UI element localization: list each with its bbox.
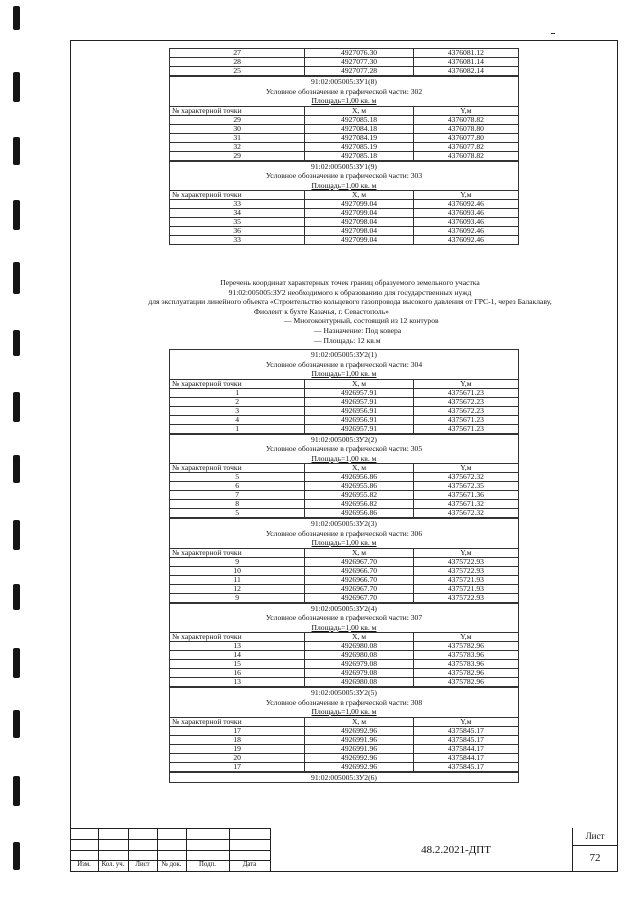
point-number-cell: 3: [170, 406, 305, 415]
parcel-block-header: [169, 687, 519, 717]
parcel-intro: [130, 278, 570, 345]
area-line: [170, 454, 518, 464]
x-coordinate-cell: 4927099.04: [305, 236, 414, 245]
y-coordinate-cell: 4375672.23: [413, 397, 518, 406]
x-coordinate-cell: 4927077.30: [305, 58, 414, 67]
x-coordinate-cell: 4927085.18: [305, 151, 414, 160]
binding-hole: [13, 72, 20, 102]
point-number-cell: 8: [170, 500, 305, 509]
x-coordinate-cell: 4926955.82: [305, 491, 414, 500]
coordinates-table: [169, 106, 519, 161]
coordinates-sheet-upper: [169, 48, 519, 245]
header-x: X, м: [305, 464, 414, 473]
parcel-id: 91:02:005005:ЗУ2(2): [311, 434, 377, 444]
table-row: [170, 227, 519, 236]
parcel-block-header: [169, 76, 519, 106]
y-coordinate-cell: 4376078.82: [413, 115, 518, 124]
intro-line-3: для эксплуатации линейного объекта «Строительство кольцевого газопровода высокого давления от ГРС-1, через Балаклаву,: [148, 297, 552, 307]
binding-hole: [13, 776, 20, 806]
binding-hole: [13, 842, 20, 870]
table-row: [170, 388, 519, 397]
y-coordinate-cell: 4376092.46: [413, 200, 518, 209]
binding-hole: [13, 520, 20, 550]
symbol-caption: Условное обозначение в графической части: 302: [265, 86, 423, 96]
binding-marks: [6, 0, 26, 905]
y-coordinate-cell: 4375671.23: [413, 415, 518, 424]
y-coordinate-cell: 4376092.46: [413, 227, 518, 236]
stamp-label-date: Дата: [242, 861, 257, 868]
y-coordinate-cell: 4375672.32: [413, 473, 518, 482]
x-coordinate-cell: 4926956.86: [305, 509, 414, 518]
table-row: [170, 58, 519, 67]
area-line: [170, 623, 518, 633]
table-header-row: [170, 717, 519, 726]
point-number-cell: 6: [170, 482, 305, 491]
y-coordinate-cell: 4376082.14: [413, 67, 518, 76]
header-x: X, м: [305, 548, 414, 557]
point-number-cell: 15: [170, 660, 305, 669]
x-coordinate-cell: 4927076.30: [305, 49, 414, 58]
area-caption: Площадь=1,00 кв. м: [311, 453, 377, 463]
parcel-id: 91:02:005005:ЗУ2(3): [311, 519, 377, 528]
parcel-block-header: [169, 161, 519, 191]
header-x: X, м: [305, 717, 414, 726]
area-caption: Площадь=1,00 кв. м: [311, 369, 377, 378]
table-row: [170, 575, 519, 584]
table-row: [170, 209, 519, 218]
table-row: [170, 49, 519, 58]
y-coordinate-cell: 4375671.36: [413, 491, 518, 500]
x-coordinate-cell: 4927098.04: [305, 218, 414, 227]
header-x: X, м: [305, 191, 414, 200]
table-row: [170, 500, 519, 509]
point-number-cell: 25: [170, 67, 305, 76]
x-coordinate-cell: 4927098.04: [305, 227, 414, 236]
x-coordinate-cell: 4926979.08: [305, 660, 414, 669]
y-coordinate-cell: 4375845.17: [413, 735, 518, 744]
table-row: [170, 133, 519, 142]
point-number-cell: 20: [170, 753, 305, 762]
y-coordinate-cell: 4375722.93: [413, 593, 518, 602]
binding-hole: [13, 200, 20, 230]
area-line: [170, 538, 518, 548]
x-coordinate-cell: 4927084.19: [305, 133, 414, 142]
x-coordinate-cell: 4926991.96: [305, 744, 414, 753]
point-number-cell: 33: [170, 200, 305, 209]
point-number-cell: 30: [170, 124, 305, 133]
header-point-number: № характерной точки: [170, 379, 305, 388]
y-coordinate-cell: 4376078.80: [413, 124, 518, 133]
y-coordinate-cell: 4376093.46: [413, 218, 518, 227]
point-number-cell: 1: [170, 424, 305, 433]
point-number-cell: 2: [170, 397, 305, 406]
area-line: [170, 707, 518, 717]
x-coordinate-cell: 4926956.86: [305, 473, 414, 482]
table-header-row: [170, 633, 519, 642]
table-row: [170, 669, 519, 678]
x-coordinate-cell: 4926956.91: [305, 406, 414, 415]
parcel-id: 91:02:005005:ЗУ2(4): [311, 603, 377, 613]
point-number-cell: 11: [170, 575, 305, 584]
symbol-caption: Условное обозначение в графической части: 304: [265, 359, 423, 369]
table-row: [170, 415, 519, 424]
y-coordinate-cell: 4375672.23: [413, 406, 518, 415]
binding-hole: [13, 455, 20, 483]
top-rows-table: [169, 48, 519, 76]
blocks-group-zu1: [169, 76, 519, 245]
binding-hole: [13, 648, 20, 678]
y-coordinate-cell: 4376092.46: [413, 236, 518, 245]
x-coordinate-cell: 4927099.04: [305, 209, 414, 218]
table-row: [170, 651, 519, 660]
table-row: [170, 660, 519, 669]
table-header-row: [170, 548, 519, 557]
area-caption: Площадь=1,00 кв. м: [311, 96, 377, 105]
point-number-cell: 17: [170, 726, 305, 735]
header-y: Y,м: [413, 191, 518, 200]
y-coordinate-cell: 4375845.17: [413, 762, 518, 771]
x-coordinate-cell: 4926991.96: [305, 735, 414, 744]
stamp-label-change: Изм.: [77, 861, 91, 868]
area-line: [170, 181, 518, 191]
stamp-label-sheet: Лист: [135, 861, 150, 868]
table-header-row: [170, 464, 519, 473]
symbol-caption: Условное обозначение в графической части: 308: [265, 697, 423, 707]
point-number-cell: 5: [170, 473, 305, 482]
y-coordinate-cell: 4375722.93: [413, 566, 518, 575]
table-row: [170, 642, 519, 651]
table-row: [170, 124, 519, 133]
x-coordinate-cell: 4926955.86: [305, 482, 414, 491]
symbol-caption: Условное обозначение в графической части: 303: [265, 171, 423, 180]
y-coordinate-cell: 4375845.17: [413, 726, 518, 735]
table-row: [170, 762, 519, 771]
intro-line-6: — Назначение: Под ковера: [314, 325, 402, 335]
coordinates-table: [169, 379, 519, 434]
point-number-cell: 12: [170, 584, 305, 593]
x-coordinate-cell: 4926957.91: [305, 397, 414, 406]
table-row: [170, 218, 519, 227]
x-coordinate-cell: 4927099.04: [305, 200, 414, 209]
table-row: [170, 735, 519, 744]
table-header-row: [170, 379, 519, 388]
y-coordinate-cell: 4375783.96: [413, 651, 518, 660]
header-point-number: № характерной точки: [170, 633, 305, 642]
x-coordinate-cell: 4927084.18: [305, 124, 414, 133]
area-line: [170, 369, 518, 379]
stamp-label-count: Кол. уч.: [101, 861, 125, 868]
point-number-cell: 16: [170, 669, 305, 678]
parcel-block-header: [169, 603, 519, 633]
stamp-label-signature: Подп.: [199, 861, 216, 868]
header-x: X, м: [305, 633, 414, 642]
sheet-number: 72: [589, 852, 601, 864]
point-number-cell: 14: [170, 651, 305, 660]
point-number-cell: 1: [170, 388, 305, 397]
table-row: [170, 236, 519, 245]
header-point-number: № характерной точки: [170, 191, 305, 200]
header-point-number: № характерной точки: [170, 464, 305, 473]
revision-grid: [70, 828, 270, 872]
x-coordinate-cell: 4926957.91: [305, 424, 414, 433]
intro-line-4: Фиолент к бухте Казачья, г. Севастополь»: [254, 306, 389, 316]
header-x: X, м: [305, 106, 414, 115]
x-coordinate-cell: 4926967.70: [305, 584, 414, 593]
title-block: [70, 828, 618, 872]
y-coordinate-cell: 4376077.82: [413, 142, 518, 151]
point-number-cell: 28: [170, 58, 305, 67]
coordinates-table: [169, 190, 519, 245]
y-coordinate-cell: 4375782.96: [413, 642, 518, 651]
table-row: [170, 424, 519, 433]
header-y: Y,м: [413, 633, 518, 642]
coordinates-table: [169, 548, 519, 603]
point-number-cell: 31: [170, 133, 305, 142]
symbol-caption: Условное обозначение в графической части: 306: [265, 528, 423, 538]
table-row: [170, 593, 519, 602]
table-row: [170, 744, 519, 753]
binding-hole: [13, 330, 20, 356]
area-caption: Площадь=1,00 кв. м: [311, 707, 377, 716]
intro-line-2: 91:02:005005:ЗУ2 необходимого к образованию для государственных нужд: [228, 287, 472, 297]
point-number-cell: 13: [170, 678, 305, 687]
point-number-cell: 18: [170, 735, 305, 744]
point-number-cell: 35: [170, 218, 305, 227]
y-coordinate-cell: 4376081.12: [413, 49, 518, 58]
sheet-label: Лист: [585, 831, 605, 841]
header-y: Y,м: [413, 717, 518, 726]
x-coordinate-cell: 4927085.19: [305, 142, 414, 151]
point-number-cell: 34: [170, 209, 305, 218]
y-coordinate-cell: 4376093.46: [413, 209, 518, 218]
point-number-cell: 13: [170, 642, 305, 651]
intro-line-5: — Многоконтурный, состоящий из 12 контуров: [284, 316, 439, 326]
x-coordinate-cell: 4926979.08: [305, 669, 414, 678]
binding-hole: [13, 710, 20, 738]
binding-hole: [13, 584, 20, 610]
table-row: [170, 509, 519, 518]
y-coordinate-cell: 4376081.14: [413, 58, 518, 67]
stamp-label-doc: № док.: [161, 861, 182, 868]
x-coordinate-cell: 4926967.70: [305, 557, 414, 566]
y-coordinate-cell: 4375671.23: [413, 424, 518, 433]
y-coordinate-cell: 4375672.32: [413, 509, 518, 518]
x-coordinate-cell: 4926980.08: [305, 642, 414, 651]
x-coordinate-cell: 4926992.96: [305, 762, 414, 771]
coordinates-table: [169, 463, 519, 518]
blocks-group-zu2: [169, 349, 519, 772]
header-y: Y,м: [413, 379, 518, 388]
intro-line-1: Перечень координат характерных точек границ образуемого земельного участка: [220, 278, 480, 287]
point-number-cell: 17: [170, 762, 305, 771]
point-number-cell: 29: [170, 115, 305, 124]
x-coordinate-cell: 4926980.08: [305, 651, 414, 660]
y-coordinate-cell: 4375844.17: [413, 753, 518, 762]
frame-tick-mark: [551, 33, 555, 34]
point-number-cell: 5: [170, 509, 305, 518]
header-point-number: № характерной точки: [170, 548, 305, 557]
table-row: [170, 491, 519, 500]
binding-hole: [13, 6, 20, 30]
x-coordinate-cell: 4927077.28: [305, 67, 414, 76]
y-coordinate-cell: 4375671.32: [413, 500, 518, 509]
table-row: [170, 566, 519, 575]
intro-line-7: — Площадь: 12 кв.м: [314, 335, 381, 345]
symbol-caption: Условное обозначение в графической части: 307: [265, 613, 423, 622]
y-coordinate-cell: 4375844.17: [413, 744, 518, 753]
point-number-cell: 10: [170, 566, 305, 575]
x-coordinate-cell: 4926980.08: [305, 678, 414, 687]
tail-parcel-id: 91:02:005005:ЗУ2(6): [169, 772, 519, 784]
point-number-cell: 9: [170, 557, 305, 566]
parcel-id: 91:02:005005:ЗУ2(1): [311, 350, 377, 359]
y-coordinate-cell: 4375782.96: [413, 678, 518, 687]
y-coordinate-cell: 4375783.96: [413, 660, 518, 669]
table-row: [170, 678, 519, 687]
x-coordinate-cell: 4926992.96: [305, 726, 414, 735]
table-row: [170, 115, 519, 124]
area-line: [170, 96, 518, 106]
x-coordinate-cell: 4926957.91: [305, 388, 414, 397]
table-row: [170, 67, 519, 76]
header-y: Y,м: [413, 464, 518, 473]
binding-hole: [13, 392, 20, 422]
table-row: [170, 406, 519, 415]
x-coordinate-cell: 4927085.18: [305, 115, 414, 124]
point-number-cell: 33: [170, 236, 305, 245]
y-coordinate-cell: 4375671.23: [413, 388, 518, 397]
header-y: Y,м: [413, 548, 518, 557]
table-row: [170, 142, 519, 151]
parcel-block-header: [169, 349, 519, 379]
parcel-id: 91:02:005005:ЗУ1(8): [311, 77, 377, 86]
y-coordinate-cell: 4376077.80: [413, 133, 518, 142]
table-row: [170, 753, 519, 762]
point-number-cell: 9: [170, 593, 305, 602]
point-number-cell: 29: [170, 151, 305, 160]
table-row: [170, 584, 519, 593]
point-number-cell: 7: [170, 491, 305, 500]
point-number-cell: 27: [170, 49, 305, 58]
coordinates-table: [169, 717, 519, 772]
point-number-cell: 4: [170, 415, 305, 424]
parcel-block-header: [169, 518, 519, 548]
x-coordinate-cell: 4926956.82: [305, 500, 414, 509]
y-coordinate-cell: 4375672.35: [413, 482, 518, 491]
parcel-id: 91:02:005005:ЗУ2(5): [311, 688, 377, 697]
area-caption: Площадь=1,00 кв. м: [311, 180, 377, 190]
point-number-cell: 36: [170, 227, 305, 236]
y-coordinate-cell: 4375722.93: [413, 557, 518, 566]
x-coordinate-cell: 4926956.91: [305, 415, 414, 424]
coordinates-table: [169, 632, 519, 687]
y-coordinate-cell: 4375721.93: [413, 584, 518, 593]
y-coordinate-cell: 4375782.96: [413, 669, 518, 678]
table-row: [170, 557, 519, 566]
coordinates-sheet-lower: [169, 349, 519, 783]
header-point-number: № характерной точки: [170, 106, 305, 115]
table-row: [170, 397, 519, 406]
table-row: [170, 726, 519, 735]
parcel-block-header: [169, 434, 519, 464]
x-coordinate-cell: 4926992.96: [305, 753, 414, 762]
header-y: Y,м: [413, 106, 518, 115]
symbol-caption: Условное обозначение в графической части: 305: [265, 444, 423, 453]
y-coordinate-cell: 4375721.93: [413, 575, 518, 584]
area-caption: Площадь=1,00 кв. м: [311, 622, 377, 632]
x-coordinate-cell: 4926966.70: [305, 575, 414, 584]
document-code: 48.2.2021-ДПТ: [421, 844, 491, 856]
area-caption: Площадь=1,00 кв. м: [311, 538, 377, 547]
y-coordinate-cell: 4376078.82: [413, 151, 518, 160]
header-x: X, м: [305, 379, 414, 388]
binding-hole: [13, 137, 20, 165]
table-row: [170, 200, 519, 209]
parcel-id: 91:02:005005:ЗУ1(9): [311, 161, 377, 171]
table-row: [170, 473, 519, 482]
point-number-cell: 32: [170, 142, 305, 151]
table-header-row: [170, 106, 519, 115]
table-header-row: [170, 191, 519, 200]
x-coordinate-cell: 4926967.70: [305, 593, 414, 602]
binding-hole: [13, 262, 20, 294]
header-point-number: № характерной точки: [170, 717, 305, 726]
table-row: [170, 151, 519, 160]
x-coordinate-cell: 4926966.70: [305, 566, 414, 575]
point-number-cell: 19: [170, 744, 305, 753]
table-row: [170, 482, 519, 491]
